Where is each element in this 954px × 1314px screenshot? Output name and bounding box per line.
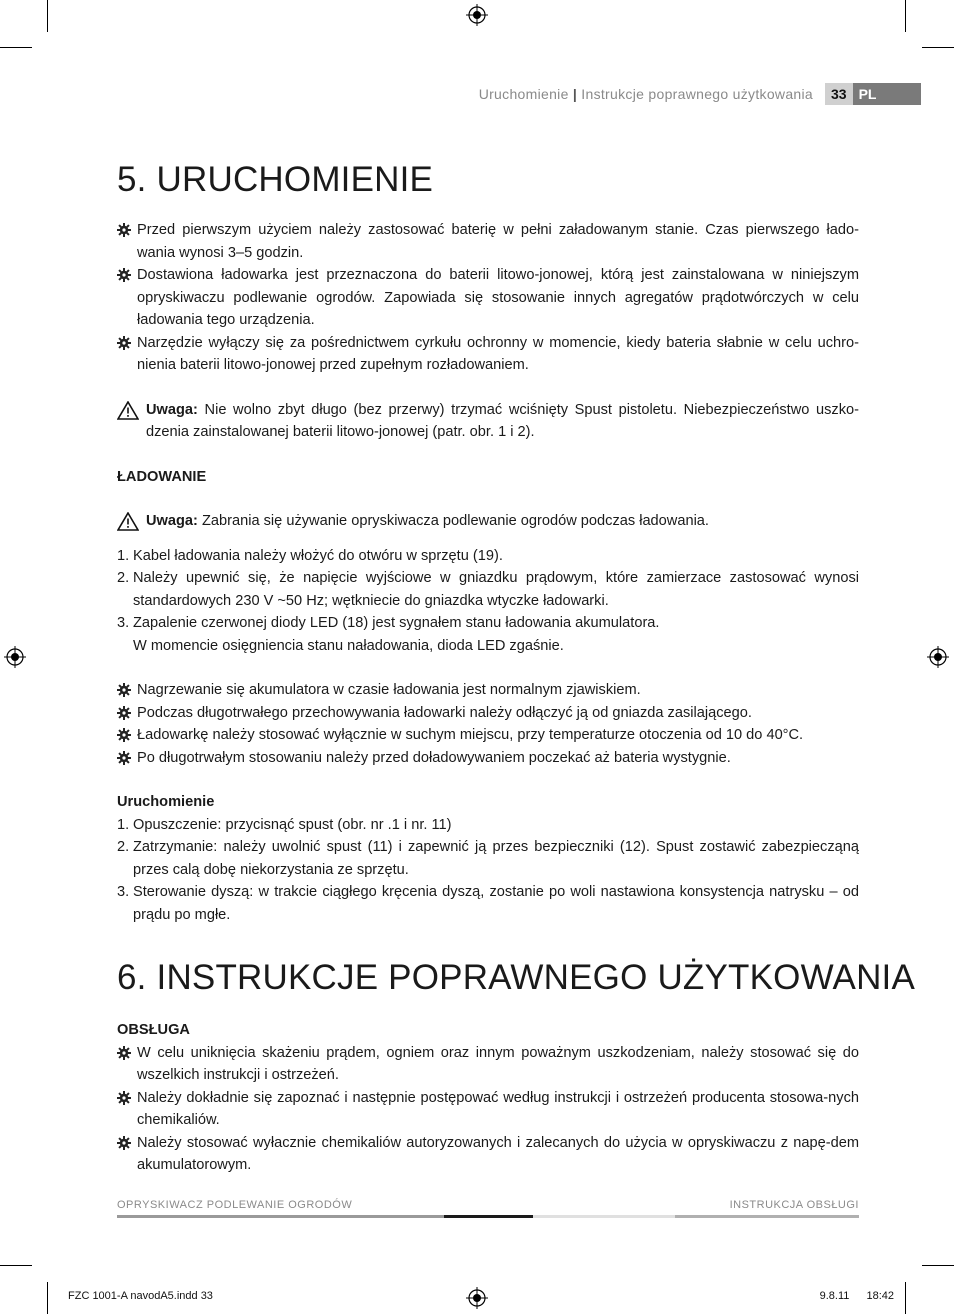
- crop-mark: [922, 1265, 954, 1266]
- gear-bullet-icon: [117, 268, 131, 282]
- header-right-title: Instrukcje poprawnego użytkowania: [581, 86, 813, 102]
- list-item: [117, 747, 859, 770]
- registration-mark-icon: [927, 646, 949, 668]
- step-text: Należy upewnić się, że napięcie wyjściowe w gniazdku prądowym, które zamierzace zastosować wynosi standardowych 230 V ~50 Hz; wętkniecie do gniazdka wtyczke ładowarki.: [133, 570, 859, 609]
- page-number: 33: [825, 83, 853, 105]
- bullet-text: Po długotrwałym stosowaniu należy przed doładowywaniem poczekać aż bateria wystygnie.: [137, 749, 731, 766]
- list-item: [117, 836, 859, 881]
- list-item: [117, 567, 859, 612]
- crop-mark: [0, 1265, 32, 1266]
- crop-mark: [0, 47, 32, 48]
- gear-bullet-icon: [117, 683, 131, 697]
- step-text: Zapalenie czerwonej diody LED (18) jest sygnałem stanu ładowania akumulatora.: [133, 615, 660, 631]
- list-item: [117, 679, 859, 702]
- gear-bullet-icon: [117, 728, 131, 742]
- warning-triangle-icon: [117, 401, 139, 420]
- print-slug-datetime: [820, 1290, 894, 1302]
- footer-left: OPRYSKIWACZ PODLEWANIE OGRODÓW: [117, 1199, 353, 1211]
- header-separator: |: [572, 86, 578, 102]
- warning-text: Zabrania się używanie opryskiwacza podlewanie ogrodów podczas ładowania.: [197, 513, 709, 529]
- step-number: 1.: [117, 547, 130, 564]
- charging-heading: ŁADOWANIE: [117, 468, 207, 485]
- print-slug-file: FZC 1001-A navodA5.indd 33: [68, 1290, 213, 1302]
- crop-mark: [905, 0, 906, 32]
- gear-bullet-icon: [117, 223, 131, 237]
- crop-mark: [905, 1282, 906, 1314]
- bullet-text: Nagrzewanie się akumulatora w czasie ładowania jest normalnym zjawiskiem.: [137, 682, 641, 698]
- bullet-text: W celu uniknięcia skażeniu prądem, ogniem oraz innym poważnym uszkodzeniam, należy stosować się do wszelkich instrukcji i ostrzeżeń.: [137, 1044, 859, 1083]
- list-item: [117, 881, 859, 926]
- step-number: 3.: [117, 615, 130, 631]
- warning-note: [117, 399, 859, 444]
- section-5-body: [117, 219, 859, 926]
- print-slug-date: 9.8.11: [819, 1290, 850, 1302]
- footer-rule: [117, 1215, 859, 1218]
- gear-bullet-icon: [117, 336, 131, 350]
- registration-mark-icon: [4, 646, 26, 668]
- footer-right: INSTRUKCJA OBSŁUGI: [729, 1199, 859, 1211]
- section-5-heading: 5. URUCHOMIENIE: [117, 160, 434, 199]
- warning-note: [117, 510, 859, 533]
- gear-bullet-icon: [117, 1136, 131, 1150]
- running-header: [479, 86, 813, 102]
- list-item: [117, 1132, 859, 1177]
- step-number: 1.: [117, 816, 130, 833]
- list-item: [117, 702, 859, 725]
- warning-triangle-icon: [117, 512, 139, 531]
- list-item: [117, 545, 859, 568]
- section-6-heading: 6. INSTRUKCJE POPRAWNEGO UŻYTKOWANIA: [117, 958, 916, 997]
- list-item: [117, 814, 859, 837]
- print-slug-time: 18:42: [866, 1290, 894, 1302]
- warning-label: Uwaga:: [146, 401, 198, 418]
- crop-mark: [922, 47, 954, 48]
- gear-bullet-icon: [117, 1046, 131, 1060]
- step-text: Zatrzymanie: należy uwolnić spust (11) i zapewnić ją przes bezpieczniki (12). Spust zostawić zabezpiecząną przes calą dobę niekorzystania ze sprzętu.: [133, 839, 859, 878]
- bullet-text: Należy dokładnie się zapoznać i następnie postępować według instrukcji i ostrzeżeń producenta stosowa-nych chemikaliów.: [137, 1089, 859, 1128]
- registration-mark-icon: [466, 4, 488, 26]
- bullet-text: Podczas długotrwałego przechowywania ładowarki należy odłączyć ją od gniazda zasilającego.: [137, 704, 752, 721]
- header-left-title: Uruchomienie: [478, 86, 569, 102]
- gear-bullet-icon: [117, 706, 131, 720]
- step-continuation: W momencie osięgniencia stanu naładowania, dioda LED zgaśnie.: [133, 637, 564, 654]
- step-number: 3.: [117, 884, 130, 900]
- list-item: [117, 612, 859, 635]
- bullet-text: Ładowarkę należy stosować wyłącznie w suchym miejscu, przy temperaturze otoczenia od 10 do 40°C.: [137, 727, 804, 743]
- bullet-text: Narzędzie wyłączy się za pośrednictwem cyrkułu ochronny w momencie, kiedy bateria słabnie w celu uchro-nienia baterii litowo-jonowej przed zupełnym rozładowaniem.: [137, 334, 859, 373]
- warning-text: Nie wolno zbyt długo (bez przerwy) trzymać wciśnięty Spust pistoletu. Niebezpieczeństwo uszko-dzenia zainstalowanej baterii litowo-jonowej (patr. obr. 1 i 2).: [146, 401, 859, 440]
- list-item: [117, 332, 859, 377]
- step-text: Kabel ładowania należy włożyć do otwóru w sprzętu (19).: [133, 547, 503, 564]
- registration-mark-icon: [466, 1287, 488, 1309]
- bullet-text: Należy stosować wyłacznie chemikaliów autoryzowanych i zalecanych do użycia w opryskiwaczu z napę-dem akumulatorowym.: [137, 1134, 859, 1173]
- operation-heading: OBSŁUGA: [117, 1022, 190, 1038]
- bullet-text: Dostawiona ładowarka jest przeznaczona do baterii litowo-jonowej, którą jest zainstalowana w niniejszym opryskiwaczu podlewanie ogrodów. Zapowiada się stosowanie innych agregatów prądotwórczych w celu ładowania tego urządzenia.: [137, 267, 859, 328]
- list-item: [117, 1042, 859, 1087]
- step-text: Opuszczenie: przycisnąć spust (obr. nr .1 i nr. 11): [133, 816, 452, 833]
- step-number: 2.: [117, 570, 130, 586]
- list-item: [117, 219, 859, 264]
- crop-mark: [47, 0, 48, 32]
- list-item: [117, 1087, 859, 1132]
- warning-label: Uwaga:: [146, 513, 198, 529]
- gear-bullet-icon: [117, 751, 131, 765]
- bullet-text: Przed pierwszym użyciem należy zastosować baterię w pełni załadowanym stanie. Czas pierwszego łado-wania wynosi 3–5 godzin.: [137, 222, 859, 261]
- page-number-box: [825, 83, 921, 105]
- list-item: [117, 724, 859, 747]
- crop-mark: [47, 1282, 48, 1314]
- gear-bullet-icon: [117, 1091, 131, 1105]
- list-item: [117, 264, 859, 332]
- step-number: 2.: [117, 839, 130, 855]
- section-6-body: [117, 1019, 859, 1177]
- start-heading: Uruchomienie: [117, 794, 215, 810]
- language-code: PL: [853, 83, 921, 105]
- step-text: Sterowanie dyszą: w trakcie ciągłego kręcenia dyszą, zostanie po woli nastawiona konsystencja natrysku – od prądu po mgłe.: [133, 884, 859, 923]
